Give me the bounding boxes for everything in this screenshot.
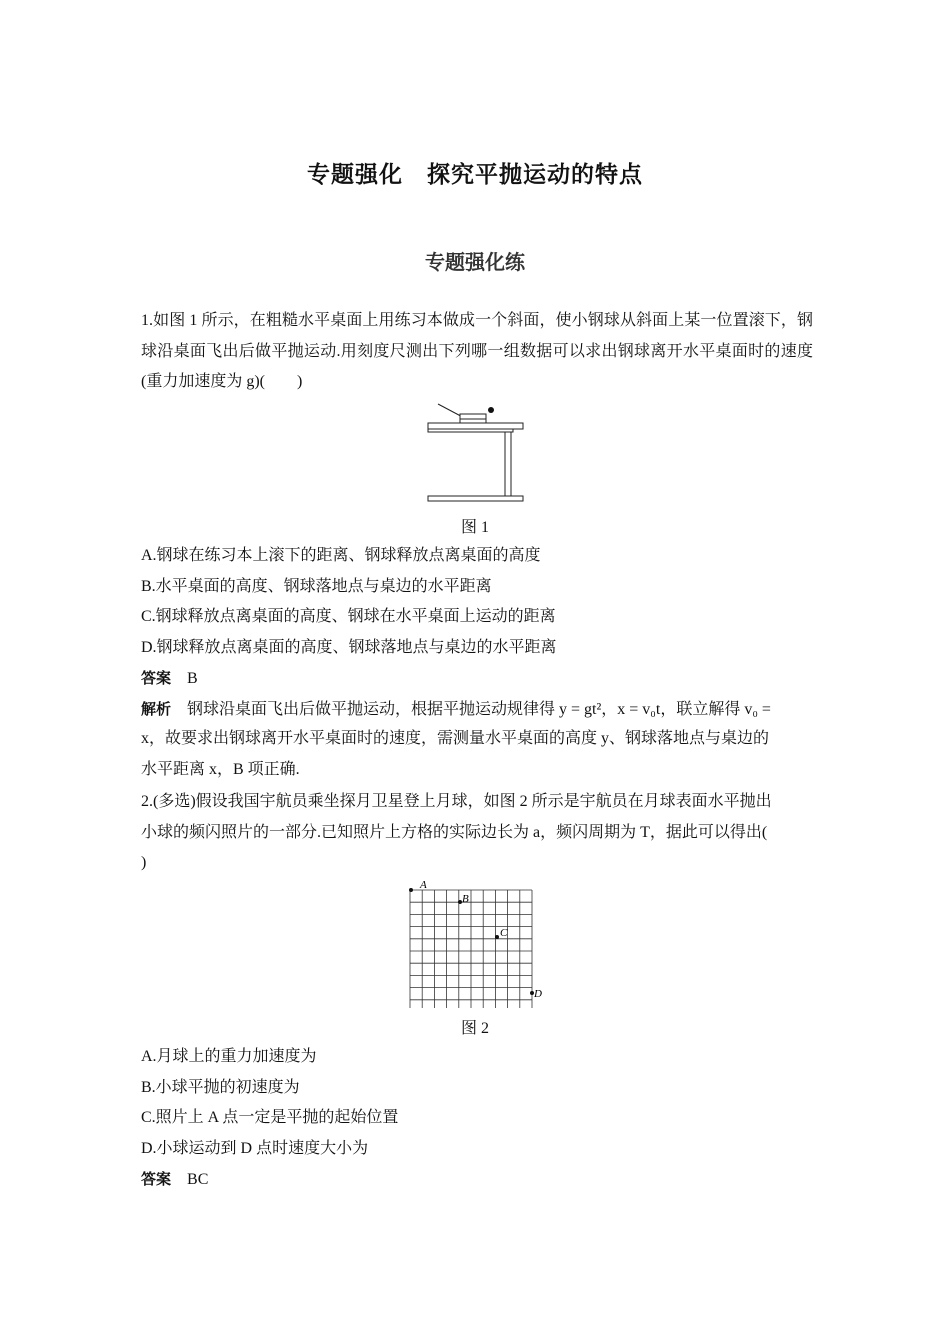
q2-answer-value: BC xyxy=(187,1171,209,1188)
question-1-stem: 1.如图 1 所示，在粗糙水平桌面上用练习本做成一个斜面，使小钢球从斜面上某一位置滚下，钢球沿桌面飞出后做平抛运动.用刻度尺测出下列哪一组数据可以求出钢球离开水平桌面时的速度(重力加速度为 g)( ) xyxy=(141,312,813,390)
figure-1-caption: 图 1 xyxy=(460,519,489,536)
question-2-stem-line-3: ) xyxy=(141,854,147,871)
question-2 xyxy=(141,787,813,879)
q2-answer-label: 答案 xyxy=(141,1170,172,1188)
question-1 xyxy=(141,306,813,398)
grid-lines xyxy=(410,890,532,1008)
point-a-label: A xyxy=(420,879,427,891)
point-c-label: C xyxy=(500,927,508,939)
question-2-stem-line-2: 小球的频闪照片的一部分.已知照片上方格的实际边长为 a，频闪周期为 T，据此可以得出( xyxy=(141,823,768,841)
q2-option-a: A.月球上的重力加速度为 xyxy=(141,1048,317,1065)
option-a: A.钢球在练习本上滚下的距离、钢球释放点离桌面的高度 xyxy=(141,547,541,564)
figure-2-grid xyxy=(400,876,550,1008)
point-c-dot xyxy=(495,935,499,939)
floor xyxy=(428,496,523,501)
q2-answer-row xyxy=(141,1164,813,1195)
question-2-stem-line-1: 2.(多选)假设我国宇航员乘坐探月卫星登上月球，如图 2 所示是宇航员在月球表面水平抛出 xyxy=(141,793,772,810)
q2-option-b: B.小球平抛的初速度为 xyxy=(141,1078,300,1096)
point-b-label: B xyxy=(462,893,469,905)
question-2-body xyxy=(141,1042,813,1195)
analysis-row xyxy=(141,694,813,725)
steel-ball xyxy=(488,407,494,413)
table-leg xyxy=(505,432,511,496)
figure-1-table-diagram xyxy=(420,400,530,506)
answer-label: 答案 xyxy=(141,669,172,687)
answer-row xyxy=(141,663,813,694)
analysis-line-1: 钢球沿桌面飞出后做平抛运动，根据平抛运动规律得 y = gt²，x = v₀t，联立解得 v₀ = xyxy=(187,700,771,718)
page-title: 专题强化 探究平抛运动的特点 xyxy=(307,162,643,188)
section-title: 专题强化练 xyxy=(425,250,525,274)
option-c: C.钢球释放点离桌面的高度、钢球在水平桌面上运动的距离 xyxy=(141,608,556,625)
notebook xyxy=(460,414,486,419)
analysis-line-2: x，故要求出钢球离开水平桌面时的速度，需测量水平桌面的高度 y、钢球落地点与桌边的 xyxy=(141,730,770,747)
figure-2-caption: 图 2 xyxy=(460,1020,489,1037)
answer-value: B xyxy=(187,670,198,687)
q2-option-d: D.小球运动到 D 点时速度大小为 xyxy=(141,1139,369,1157)
point-a-dot xyxy=(409,888,413,892)
q2-option-c: C.照片上 A 点一定是平抛的起始位置 xyxy=(141,1109,399,1126)
point-d-label: D xyxy=(534,988,542,1000)
option-d: D.钢球释放点离桌面的高度、钢球落地点与桌边的水平距离 xyxy=(141,638,557,656)
analysis-label: 解析 xyxy=(141,699,172,718)
option-b: B.水平桌面的高度、钢球落地点与桌边的水平距离 xyxy=(141,577,492,595)
table-top xyxy=(428,423,523,429)
analysis-line-3: 水平距离 x，B 项正确. xyxy=(141,760,300,778)
question-1-body xyxy=(141,541,813,785)
